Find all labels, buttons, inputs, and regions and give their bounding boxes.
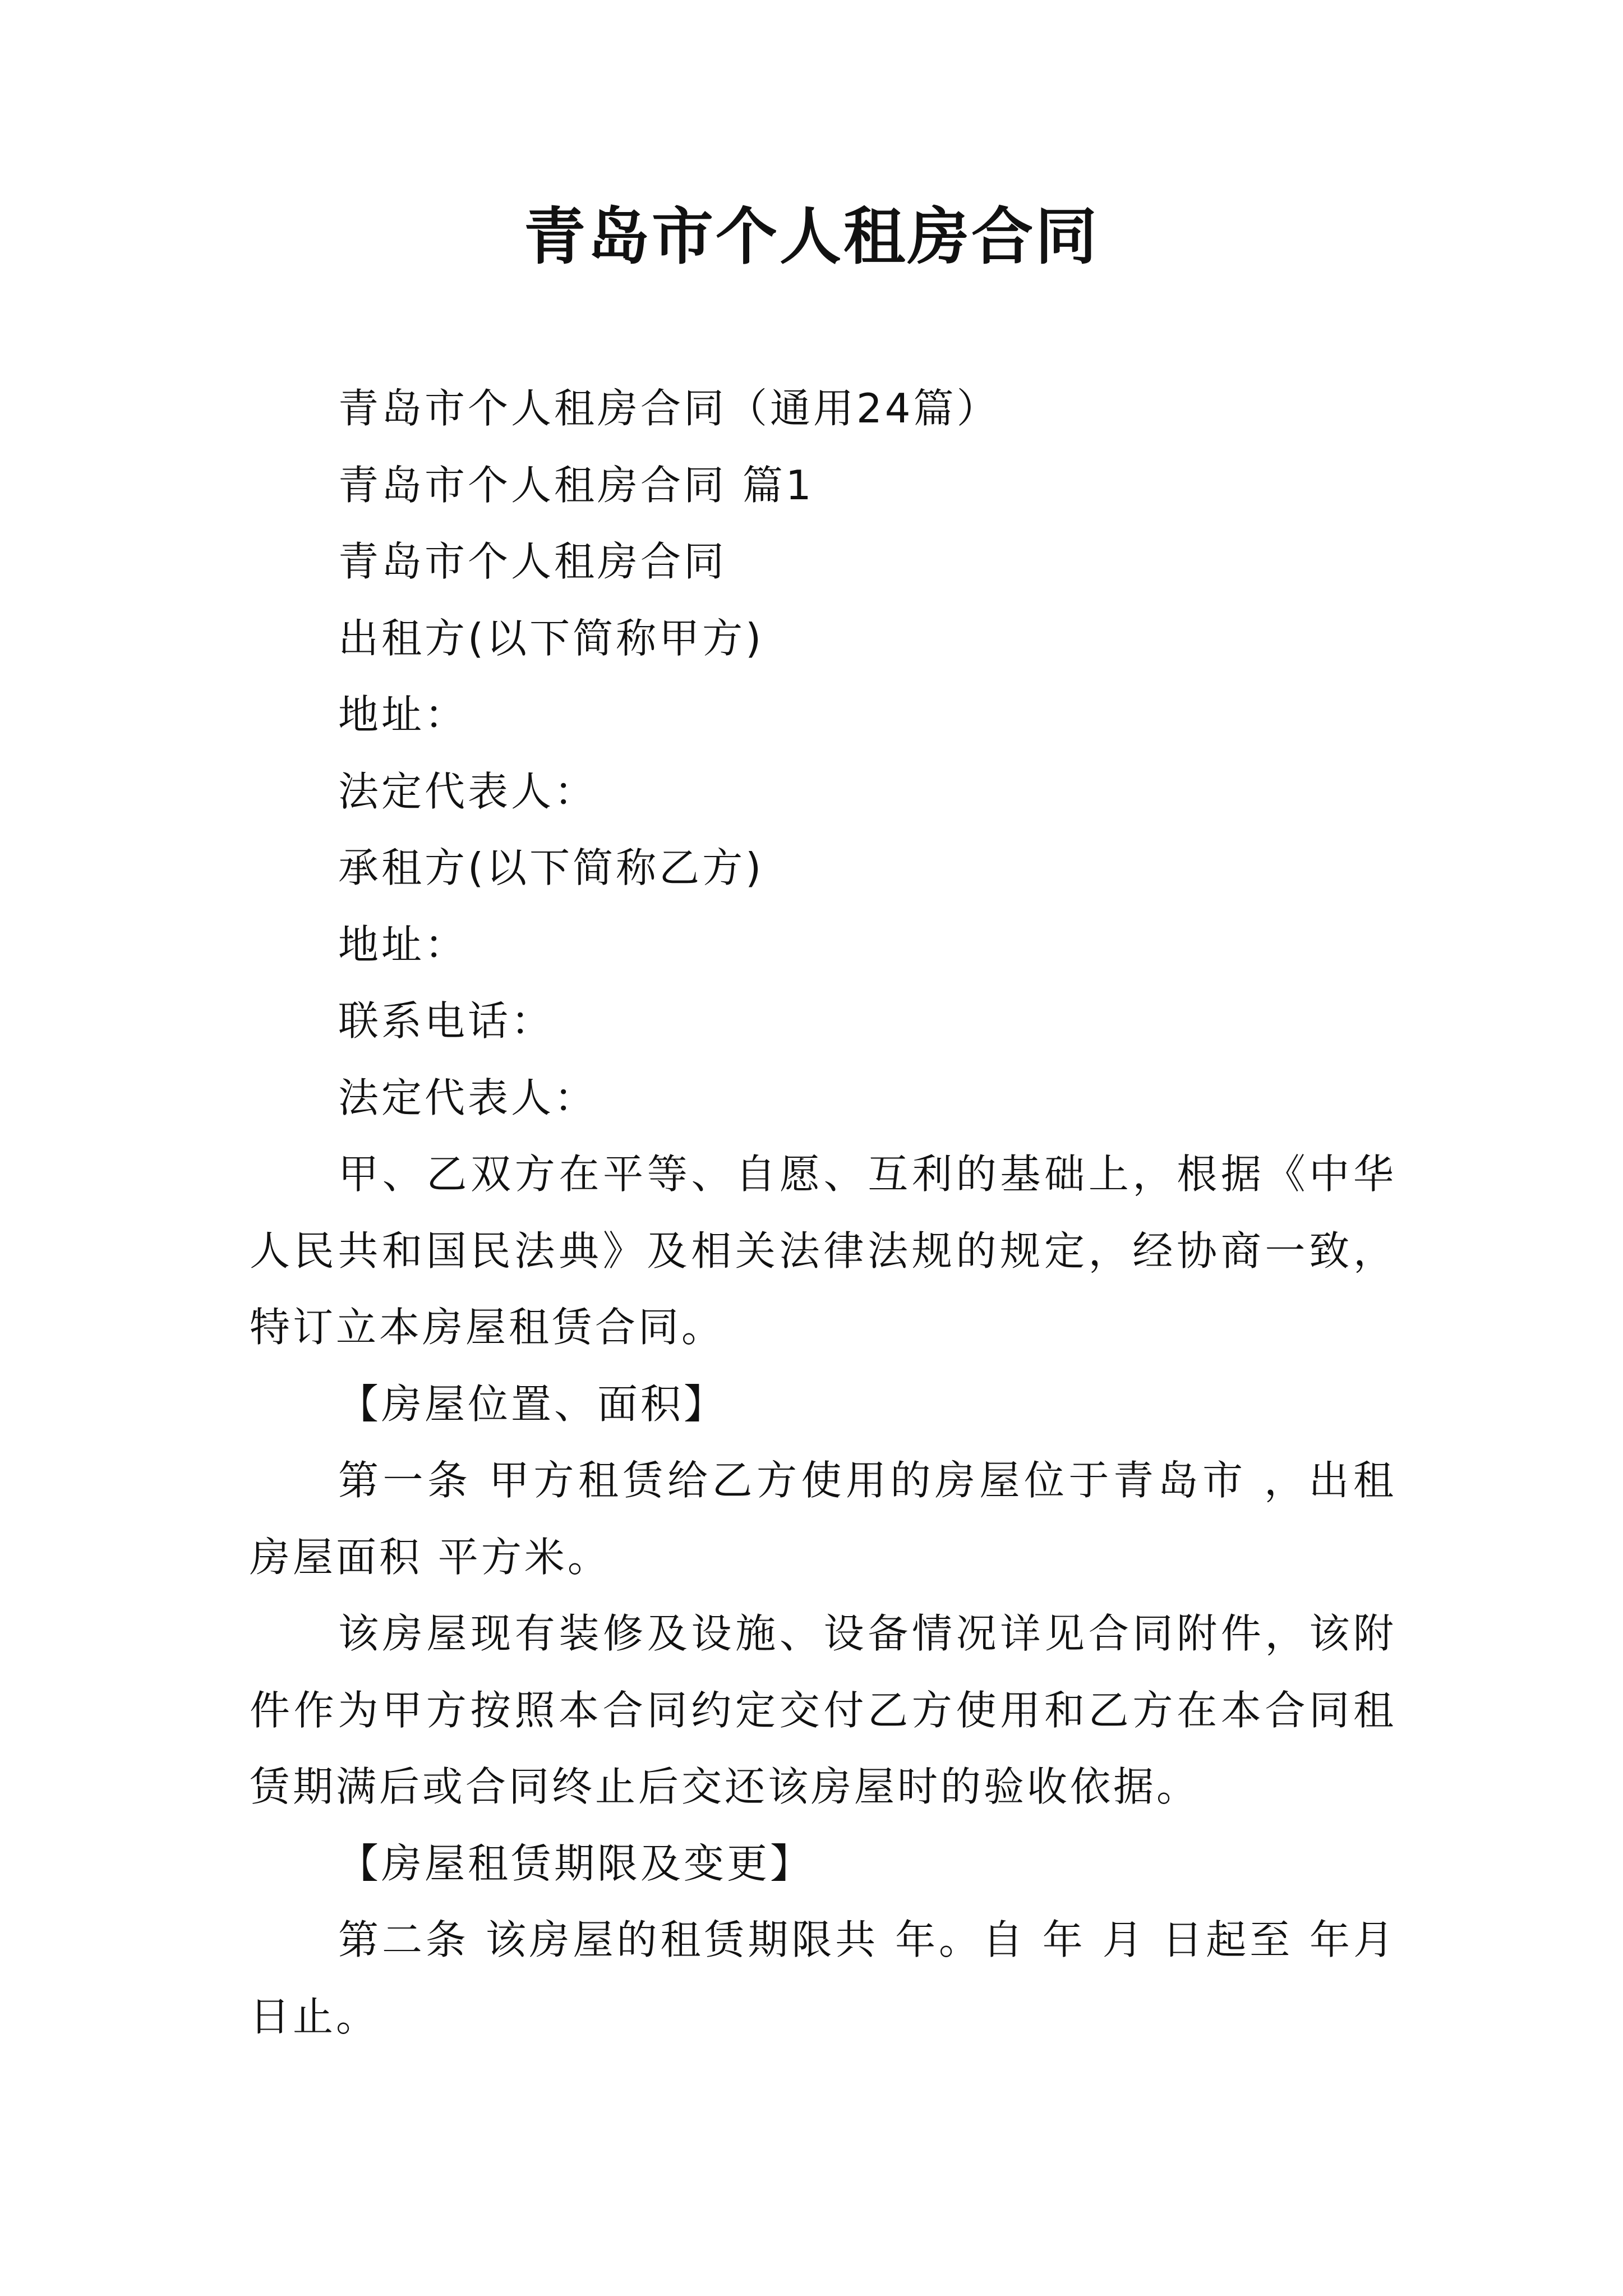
paragraph-intro: 甲、乙双方在平等、自愿、互利的基础上，根据《中华人民共和国民法典》及相关法律法规的规定，经协商一致，特订立本房屋租赁合同。: [250, 1151, 1396, 1351]
paragraph-article-2: 第二条 该房屋的租赁期限共 年。自 年 月 日起至 年月 日止。: [250, 1916, 1396, 2040]
doc-line-lessee: 承租方(以下简称乙方): [338, 844, 764, 891]
doc-line-contract-name: 青岛市个人租房合同: [338, 538, 727, 585]
doc-line-lessee-representative: 法定代表人：: [338, 1074, 598, 1121]
document-title: 青岛市个人租房合同: [524, 200, 1099, 273]
section-heading-location: 【房屋位置、面积】: [338, 1380, 727, 1428]
doc-line-lessee-address: 地址：: [338, 921, 468, 968]
document-body: [250, 370, 1396, 2055]
doc-line-lessor-representative: 法定代表人：: [338, 767, 598, 815]
section-heading-term: 【房屋租赁期限及变更】: [338, 1839, 814, 1887]
doc-line-lessee-phone: 联系电话：: [338, 997, 555, 1045]
doc-line-lessor-address: 地址：: [338, 691, 468, 738]
paragraph-article-1: 第一条 甲方租赁给乙方使用的房屋位于青岛市 ，出租房屋面积 平方米。: [250, 1457, 1396, 1581]
doc-line-subtitle: 青岛市个人租房合同（通用24篇）: [338, 385, 1000, 432]
doc-line-lessor: 出租方(以下简称甲方): [338, 614, 764, 662]
paragraph-article-1-note: 该房屋现有装修及设施、设备情况详见合同附件，该附件作为甲方按照本合同约定交付乙方使用和乙方在本合同租赁期满后或合同终止后交还该房屋时的验收依据。: [250, 1610, 1396, 1810]
doc-line-article-number: 青岛市个人租房合同 篇1: [338, 461, 814, 509]
